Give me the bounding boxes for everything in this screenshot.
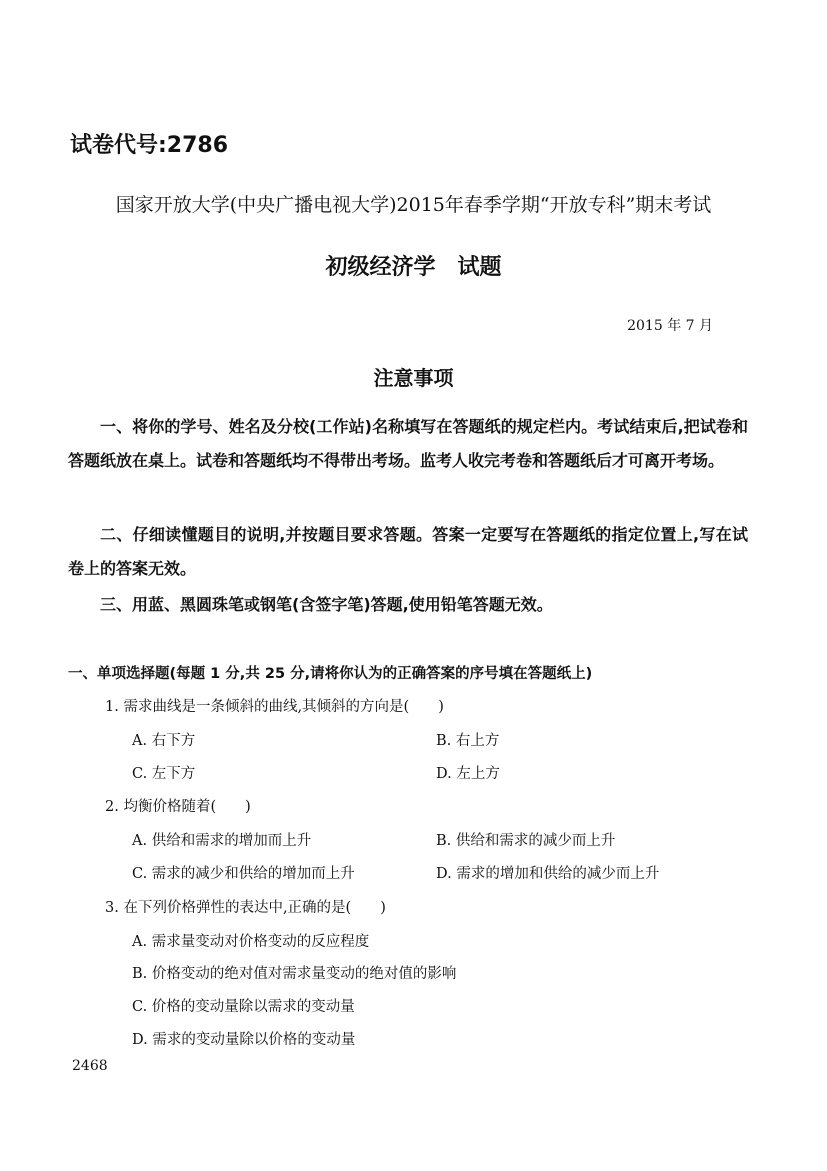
notice-item-2: 二、仔细读懂题目的说明,并按题目要求答题。答案一定要写在答题纸的指定位置上,写在试卷上的答案无效。: [68, 525, 748, 578]
paper-code: 试卷代号:2786: [70, 133, 229, 158]
exam-date: 2015 年 7 月: [627, 318, 713, 334]
notice-item-1: 一、将你的学号、姓名及分校(工作站)名称填写在答题纸的规定栏内。考试结束后,把试卷和答题纸放在桌上。试卷和答题纸均不得带出考场。监考人收完考卷和答题纸后才可离开考场。: [68, 417, 748, 470]
notice-item-3: 三、用蓝、黑圆珠笔或钢笔(含签字笔)答题,使用铅笔答题无效。: [100, 595, 553, 614]
question-1-option-b: B. 右上方: [436, 733, 500, 749]
exam-title: 初级经济学 试题: [325, 255, 502, 280]
question-2-stem: 2. 均衡价格随着( ): [105, 799, 251, 815]
question-1-stem: 1. 需求曲线是一条倾斜的曲线,其倾斜的方向是( ): [105, 699, 444, 715]
question-3-option-d: D. 需求的变动量除以价格的变动量: [132, 1032, 356, 1048]
question-2-option-d: D. 需求的增加和供给的减少而上升: [436, 866, 660, 882]
question-3-option-b: B. 价格变动的绝对值对需求量变动的绝对值的影响: [132, 966, 457, 982]
question-1-option-c: C. 左下方: [132, 766, 196, 782]
question-2-option-b: B. 供给和需求的减少而上升: [436, 833, 616, 849]
exam-header: 国家开放大学(中央广播电视大学)2015年春季学期“开放专科”期末考试: [115, 194, 712, 216]
section-heading: 一、单项选择题(每题 1 分,共 25 分,请将你认为的正确答案的序号填在答题纸上): [68, 666, 593, 682]
question-2-option-a: A. 供给和需求的增加而上升: [132, 833, 312, 849]
question-1-option-a: A. 右下方: [132, 733, 196, 749]
question-3-option-a: A. 需求量变动对价格变动的反应程度: [132, 934, 370, 950]
question-3-stem: 3. 在下列价格弹性的表达中,正确的是( ): [105, 900, 386, 916]
page-number: 2468: [72, 1058, 108, 1074]
question-2-option-c: C. 需求的减少和供给的增加而上升: [132, 866, 355, 882]
notice-heading: 注意事项: [373, 366, 454, 390]
question-1-option-d: D. 左上方: [436, 766, 500, 782]
question-3-option-c: C. 价格的变动量除以需求的变动量: [132, 999, 355, 1015]
